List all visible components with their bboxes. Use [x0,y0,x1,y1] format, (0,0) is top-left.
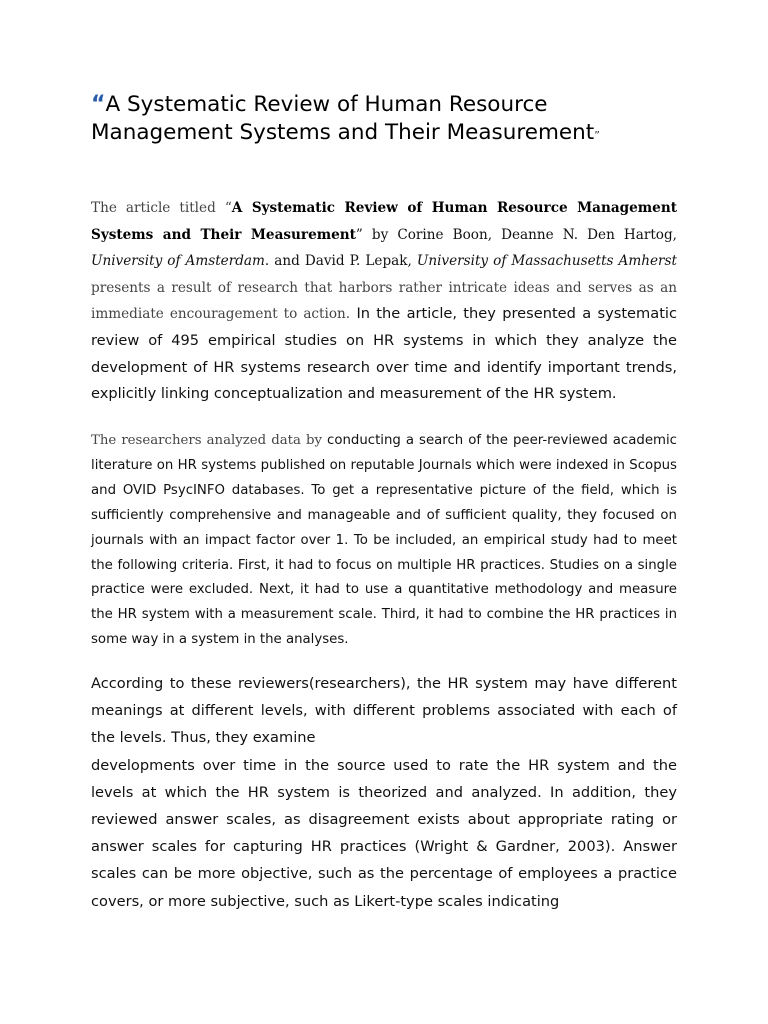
p1-affiliation-amsterdam: University of Amsterdam [91,253,265,270]
p1-author-lepak: . and David P. Lepak, [264,253,417,270]
p1-authors: ” by Corine Boon, Deanne N. Den Hartog, [355,226,677,243]
p3-part1: According to these reviewers(researchers), the HR system may have different meanings at different levels, with different problems associated with each of the levels. Thus, they examine [91,675,677,747]
p2-body: conducting a search of the peer-reviewed academic literature on HR systems published on reputable Journals which were indexed in Scopus and OVID PsycINFO databases. To get a representative picture of the field, which is sufficiently comprehensive and manageable and of sufficient quality, they focused on journals with an impact factor over 1. To be included, an empirical study had to meet the following criteria. First, it had to focus on multiple HR practices. Studies on a single practice were excluded. Next, it had to use a quantitative methodology and measure the HR system with a measurement scale. Third, it had to combine the HR practices in some way in a system in the analyses. [91,433,677,648]
paragraph-article-intro [91,195,677,408]
p1-description: presents a result of research that harbors rather intricate ideas and serves as an immediate encouragement to action. [91,279,677,323]
paragraph-findings [91,670,677,915]
title-close-quote: ” [594,129,600,142]
p1-article-title: A Systematic Review of Human Resource Management Systems and Their Measurement [91,200,677,243]
p1-continuation: In the article, they presented a systematic review of 495 empirical studies on HR systems in which they analyze the development of HR systems research over time and identify important trends, explicitly linking conceptualization and measurement of the HR system. [91,305,677,403]
document-title [91,91,677,150]
p2-lead: The researchers analyzed data by [91,433,328,448]
p1-affiliation-amherst: University of Massachusetts Amherst [416,253,677,270]
p1-intro: The article titled “ [91,200,232,216]
paragraph-methodology [91,429,677,653]
p3-part2: developments over time in the source used to rate the HR system and the levels at which the HR system is theorized and analyzed. In addition, they reviewed answer scales, as disagreement exists about appropriate rating or answer scales for capturing HR practices (Wright & Gardner, 2003). Answer scales can be more objective, such as the percentage of employees a practice covers, or more subjective, such as Likert-type scales indicating [91,756,677,910]
title-text: A Systematic Review of Human Resource Management Systems and Their Measurement [91,92,595,145]
title-open-quote: “ [91,92,106,117]
